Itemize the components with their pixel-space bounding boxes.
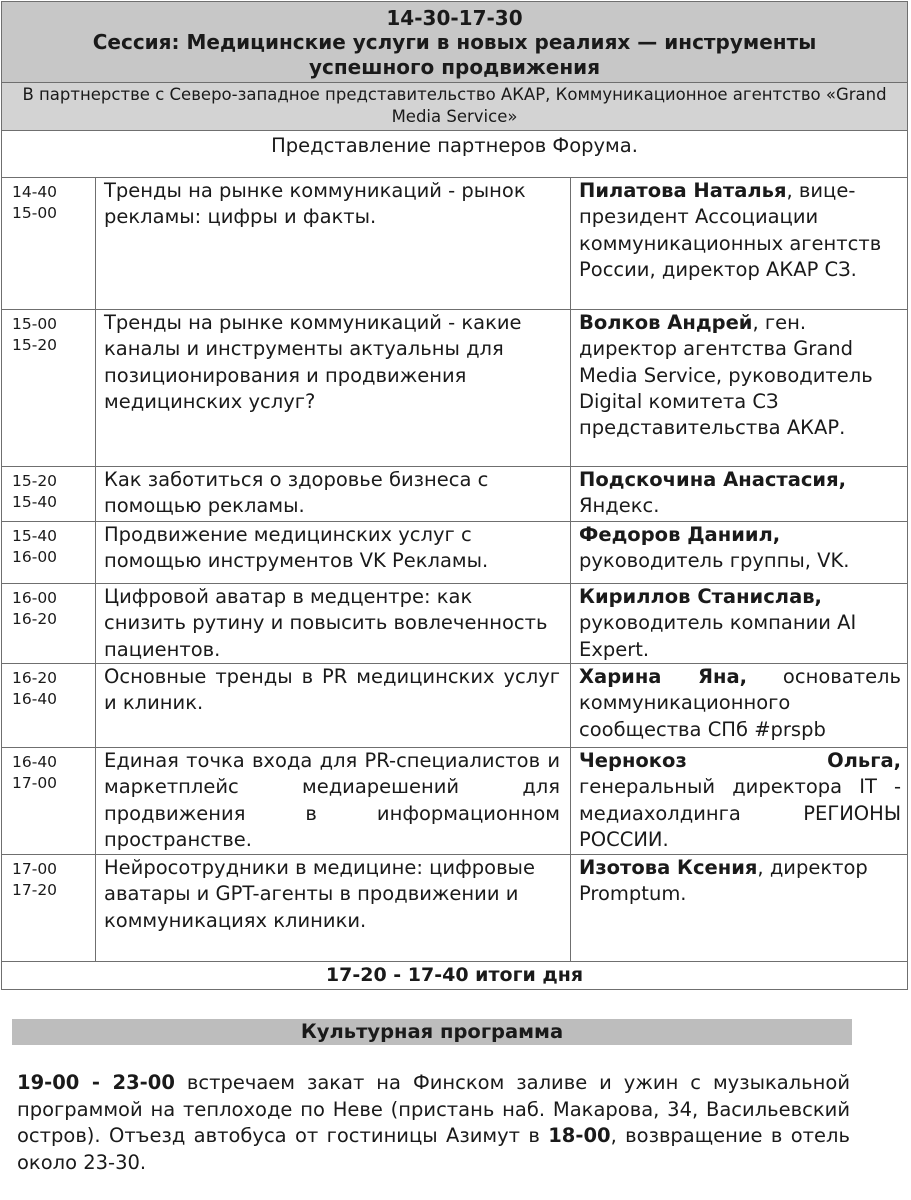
culture-text-part2: , возвращение в отель около 23-30. — [17, 1124, 850, 1174]
session-intro: Представление партнеров Форума. — [2, 131, 908, 178]
speaker-role: руководитель компании AI Expert. — [579, 611, 857, 661]
talk-topic: Продвижение медицинских услуг с помощью инструментов VK Рекламы. — [96, 522, 571, 584]
speaker-name: Кириллов Станислав, — [579, 585, 822, 608]
talk-speaker — [571, 584, 908, 664]
talk-speaker — [571, 467, 908, 522]
talk-topic: Цифровой аватар в медцентре: как снизить рутину и повысить вовлеченность пациентов. — [96, 584, 571, 664]
talk-speaker — [571, 522, 908, 584]
table-row — [2, 467, 908, 522]
speaker-name: Подскочина Анастасия, — [579, 468, 847, 491]
culture-heading: Культурная программа — [12, 1019, 852, 1045]
session-partners-row — [2, 83, 908, 131]
talk-speaker — [571, 310, 908, 467]
talk-speaker — [571, 855, 908, 962]
talk-time: 15-00 15-20 — [2, 310, 96, 467]
talk-time: 15-40 16-00 — [2, 522, 96, 584]
speaker-role: генеральный директора IT - медиахолдинга РЕГИОНЫ РОССИИ. — [579, 775, 902, 851]
session-partners: В партнерстве с Северо-западное представительство АКАР, Коммуникационное агентство «Grand Media Service» — [2, 83, 908, 131]
bus-departure-time: 18-00 — [548, 1124, 611, 1147]
talk-speaker — [571, 664, 908, 748]
speaker-role: , вице-президент Ассоциации коммуникационных агентств России, директор АКАР СЗ. — [579, 179, 882, 281]
speaker-name: Федоров Даниил, — [579, 523, 781, 546]
table-row — [2, 310, 908, 467]
speaker-name: Пилатова Наталья — [579, 179, 787, 202]
talk-topic: Как заботиться о здоровье бизнеса с помощью рекламы. — [96, 467, 571, 522]
day-summary: 17-20 - 17-40 итоги дня — [2, 962, 908, 990]
talk-time: 16-20 16-40 — [2, 664, 96, 748]
speaker-role: Яндекс. — [579, 494, 660, 518]
table-row — [2, 664, 908, 748]
talk-topic: Основные тренды в PR медицинских услуг и клиник. — [96, 664, 571, 748]
talk-time: 14-40 15-00 — [2, 178, 96, 310]
session-program-table — [1, 1, 908, 990]
talk-topic: Единая точка входа для PR-специалистов и маркетплейс медиарешений для продвижения в информационном пространстве. — [96, 748, 571, 855]
culture-text-part1: встречаем закат на Финском заливе и ужин с музыкальной программой на теплоходе по Неве (пристань наб. Макарова, 34, Васильевский остров). Отъезд автобуса от гостиницы Азимут в — [17, 1071, 850, 1147]
talk-topic: Нейросотрудники в медицине: цифровые аватары и GPT-агенты в продвижении и коммуникациях клиники. — [96, 855, 571, 962]
speaker-name: Харина Яна, — [579, 665, 748, 688]
speaker-role: основатель коммуникационного сообщества СПб #prspb — [579, 665, 902, 741]
table-row — [2, 855, 908, 962]
table-row — [2, 584, 908, 664]
table-row — [2, 522, 908, 584]
culture-description — [17, 1070, 850, 1176]
talk-time: 16-00 16-20 — [2, 584, 96, 664]
speaker-name: Изотова Ксения — [579, 856, 758, 879]
talk-time: 17-00 17-20 — [2, 855, 96, 962]
talk-speaker — [571, 178, 908, 310]
closing-row — [2, 962, 908, 990]
session-time: 14-30-17-30 — [386, 6, 523, 30]
speaker-role: , ген. директор агентства Grand Media Service, руководитель Digital комитета СЗ представительства АКАР. — [579, 311, 873, 440]
session-title: Сессия: Медицинские услуги в новых реалиях — инструменты успешного продвижения — [92, 30, 817, 79]
talk-topic: Тренды на рынке коммуникаций - какие каналы и инструменты актуальны для позиционирования и продвижения медицинских услуг? — [96, 310, 571, 467]
speaker-role: , директор Promptum. — [579, 856, 868, 906]
speaker-name: Волков Андрей — [579, 311, 753, 334]
table-row — [2, 748, 908, 855]
culture-time: 19-00 - 23-00 — [17, 1071, 175, 1094]
speaker-name: Чернокоз Ольга, — [579, 749, 902, 772]
talk-topic: Тренды на рынке коммуникаций - рынок рекламы: цифры и факты. — [96, 178, 571, 310]
session-header-row — [2, 2, 908, 83]
talk-speaker — [571, 748, 908, 855]
talk-time: 16-40 17-00 — [2, 748, 96, 855]
talk-time: 15-20 15-40 — [2, 467, 96, 522]
table-row — [2, 178, 908, 310]
speaker-role: руководитель группы, VK. — [579, 549, 850, 573]
session-intro-row — [2, 131, 908, 178]
